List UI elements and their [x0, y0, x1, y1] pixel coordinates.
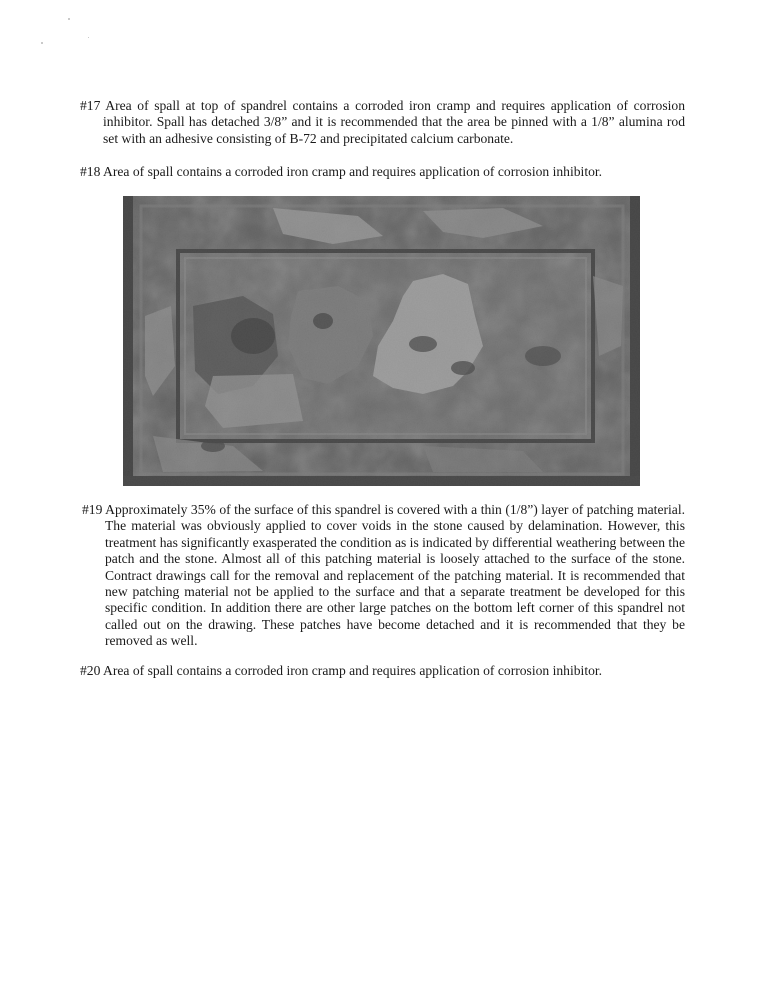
note-17: [80, 98, 685, 147]
note-17-text: #17 Area of spall at top of spandrel contains a corroded iron cramp and requires application of corrosion inhibitor. Spall has detached 3/8” and it is recommended that the area be pinned with a 1/8” alumina rod set with an adhesive consisting of B-72 and precipitated calcium carbonate.: [80, 98, 685, 146]
scan-speck: [41, 42, 43, 44]
spandrel-photo: [123, 196, 640, 486]
note-19-text: #19 Approximately 35% of the surface of this spandrel is covered with a thin (1/8”) layer of patching material. The material was obviously applied to cover voids in the stone caused by delamination. However, this treatment has significantly exasperated the condition as is indicated by differential weathering between the patch and the stone. Almost all of this patching material is loosely attached to the surface of the stone. Contract drawings call for the removal and replacement of the patching material. It is recommended that new patching material not be applied to the surface and that a separate treatment be developed for this specific condition. In addition there are other large patches on the bottom left corner of this spandrel not called out on the drawing. These patches have become detached and it is recommended that they be removed as well.: [82, 502, 685, 649]
note-18: [80, 164, 685, 180]
note-20: [80, 663, 685, 679]
scan-speck: [88, 37, 89, 38]
note-20-text: #20 Area of spall contains a corroded iron cramp and requires application of corrosion inhibitor.: [80, 663, 603, 678]
note-19: [82, 502, 685, 650]
note-18-text: #18 Area of spall contains a corroded iron cramp and requires application of corrosion inhibitor.: [80, 164, 603, 179]
scan-speck: [68, 18, 70, 20]
spandrel-photo-graphic: [123, 196, 640, 486]
